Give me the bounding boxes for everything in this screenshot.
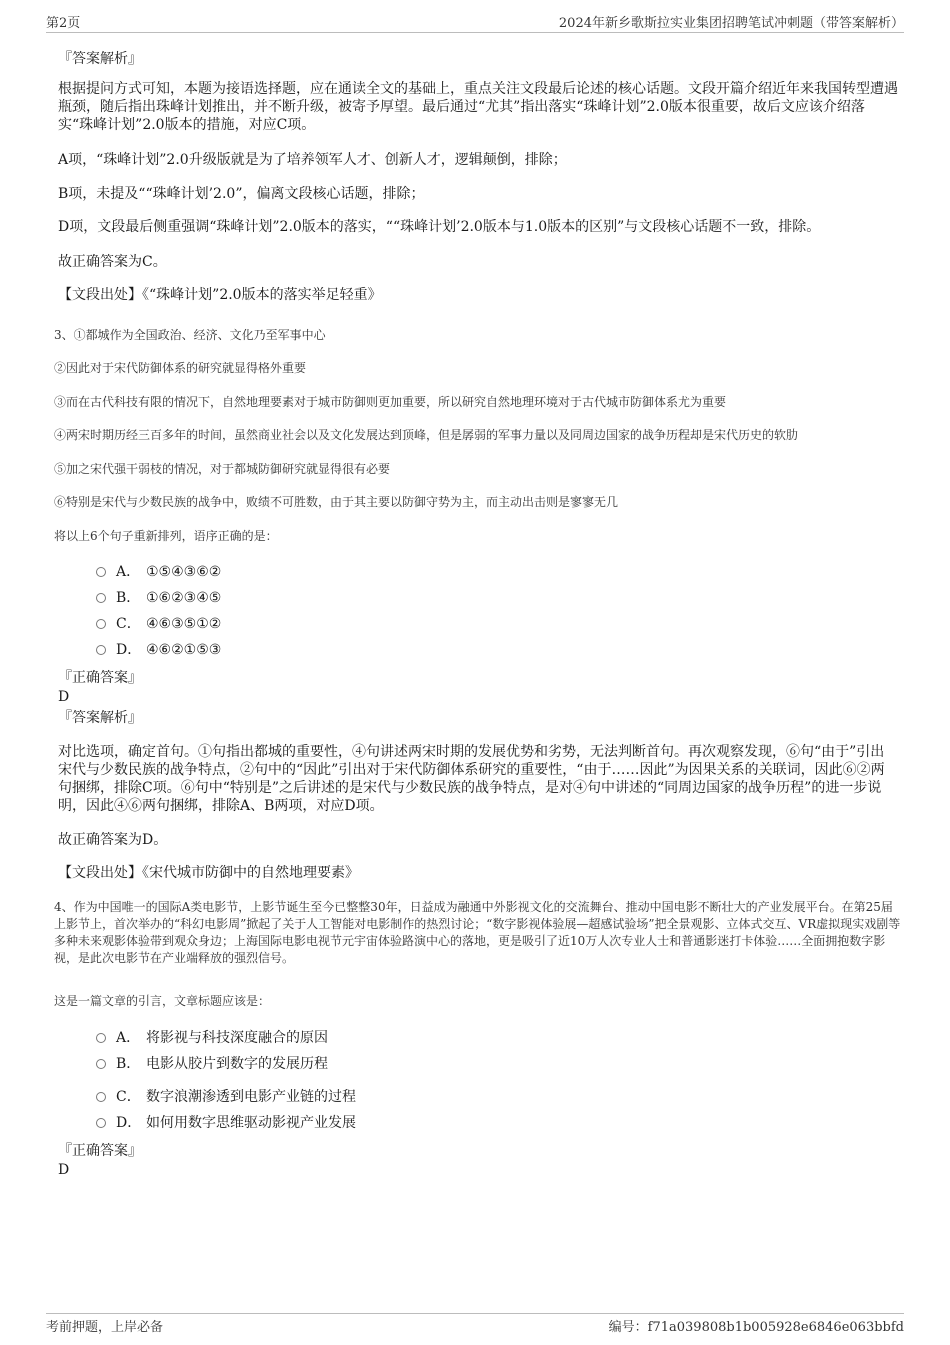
q3-sentence-6: ⑥特别是宋代与少数民族的战争中，败绩不可胜数，由于其主要以防御守势为主，而主动出击则是寥寥无几 bbox=[54, 495, 619, 509]
q2-option-d-note: D项，文段最后侧重强调“珠峰计划”2.0版本的落实，““珠峰计划’2.0版本与1.0版本的区别”与文段核心话题不一致，排除。 bbox=[58, 219, 821, 235]
q4-option-b[interactable]: B． 电影从胶片到数字的发展历程 bbox=[96, 1055, 328, 1073]
q3-option-b[interactable]: B． ①⑥②③④⑤ bbox=[96, 589, 221, 607]
q3-sentence-5: ⑤加之宋代强干弱枝的情况，对于都城防御研究就显得很有必要 bbox=[54, 462, 391, 476]
q3-option-c[interactable]: C． ④⑥③⑤①② bbox=[96, 615, 221, 633]
q3-answer: D bbox=[58, 689, 70, 705]
q3-analysis-label: 『答案解析』 bbox=[58, 710, 142, 726]
q3-sentence-1: 3、①都城作为全国政治、经济、文化乃至军事中心 bbox=[54, 328, 326, 342]
q2-source: 【文段出处】《“珠峰计划”2.0版本的落实举足轻重》 bbox=[58, 287, 382, 303]
q3-option-d[interactable]: D． ④⑥②①⑤③ bbox=[96, 641, 221, 659]
q3-sentence-2: ②因此对于宋代防御体系的研究就显得格外重要 bbox=[54, 361, 307, 375]
q3-sentence-3: ③而在古代科技有限的情况下，自然地理要素对于城市防御则更加重要，所以研究自然地理环境对于古代城市防御体系尤为重要 bbox=[54, 395, 727, 409]
radio-icon[interactable] bbox=[96, 1033, 106, 1043]
q2-conclusion: 故正确答案为C。 bbox=[58, 254, 167, 270]
radio-icon[interactable] bbox=[96, 619, 106, 629]
radio-icon[interactable] bbox=[96, 593, 106, 603]
q4-answer-label: 『正确答案』 bbox=[58, 1143, 142, 1159]
q2-analysis-label: 『答案解析』 bbox=[58, 51, 142, 67]
page-header bbox=[46, 12, 904, 33]
q4-option-d[interactable]: D． 如何用数字思维驱动影视产业发展 bbox=[96, 1114, 356, 1132]
document-serial: 编号：f71a039808b1b005928e6846e063bbfd bbox=[608, 1320, 904, 1335]
q2-option-a-note: A项，“珠峰计划”2.0升级版就是为了培养领军人才、创新人才，逻辑颠倒，排除； bbox=[58, 152, 567, 168]
q4-answer: D bbox=[58, 1162, 70, 1178]
q3-option-a[interactable]: A． ①⑤④③⑥② bbox=[96, 563, 221, 581]
q3-prompt: 将以上6个句子重新排列，语序正确的是： bbox=[54, 529, 278, 543]
q3-conclusion: 故正确答案为D。 bbox=[58, 832, 168, 848]
page-footer bbox=[46, 1313, 904, 1336]
q4-option-c[interactable]: C． 数字浪潮渗透到电影产业链的过程 bbox=[96, 1088, 356, 1106]
q4-prompt: 这是一篇文章的引言，文章标题应该是： bbox=[54, 994, 271, 1008]
q2-option-b-note: B项，未提及““珠峰计划’2.0”，偏离文段核心话题，排除； bbox=[58, 186, 425, 202]
radio-icon[interactable] bbox=[96, 1092, 106, 1102]
radio-icon[interactable] bbox=[96, 567, 106, 577]
footer-slogan: 考前押题，上岸必备 bbox=[46, 1320, 164, 1335]
document-title: 2024年新乡歌斯拉实业集团招聘笔试冲刺题（带答案解析） bbox=[558, 16, 904, 31]
q2-analysis-text: 根据提问方式可知，本题为接语选择题，应在通读全文的基础上，重点关注文段最后论述的核心话题。文段开篇介绍近年来我国转型遭遇瓶颈，随后指出珠峰计划推出，并不断升级，被寄予厚望。最后通过“尤其”指出落实“珠峰计划”2.0版本很重要，故后文应该介绍落实“珠峰计划”2.0版本的措施，对应C项。 bbox=[58, 81, 898, 133]
q3-sentence-4: ④两宋时期历经三百多年的时间，虽然商业社会以及文化发展达到顶峰，但是孱弱的军事力量以及同周边国家的战争历程却是宋代历史的软肋 bbox=[54, 428, 799, 442]
q3-analysis-text: 对比选项，确定首句。①句指出都城的重要性，④句讲述两宋时期的发展优势和劣势，无法判断首句。再次观察发现，⑥句“由于”引出宋代与少数民族的战争特点，②句中的“因此”引出对于宋代防御体系研究的重要性，“由于……因此”为因果关系的关联词，因此⑥②两句捆绑，排除C项。⑥句中“特别是”之后讲述的是宋代与少数民族的战争特点，是对④句中讲述的“同周边国家的战争历程”的进一步说明，因此④⑥两句捆绑，排除A、B两项，对应D项。 bbox=[58, 744, 885, 814]
q3-source: 【文段出处】《宋代城市防御中的自然地理要素》 bbox=[58, 865, 359, 881]
page-number: 第2页 bbox=[46, 16, 81, 31]
q3-answer-label: 『正确答案』 bbox=[58, 670, 142, 686]
radio-icon[interactable] bbox=[96, 1059, 106, 1069]
radio-icon[interactable] bbox=[96, 1118, 106, 1128]
q4-stem: 4、作为中国唯一的国际A类电影节，上影节诞生至今已整整30年，日益成为融通中外影视文化的交流舞台、推动中国电影不断壮大的产业发展平台。在第25届上影节上，首次举办的“科幻电影周”掀起了关于人工智能对电影制作的热烈讨论；“数字影视体验展—超感试验场”把全景观影、立体式交互、VR虚拟现实戏剧等多种未来观影体验带到观众身边；上海国际电影电视节元宇宙体验路演中心的落地，更是吸引了近10万人次专业人士和普通影迷打卡体验……全面拥抱数字影视，是此次电影节在产业端释放的强烈信号。 bbox=[54, 900, 901, 965]
radio-icon[interactable] bbox=[96, 645, 106, 655]
q4-option-a[interactable]: A． 将影视与科技深度融合的原因 bbox=[96, 1029, 328, 1047]
